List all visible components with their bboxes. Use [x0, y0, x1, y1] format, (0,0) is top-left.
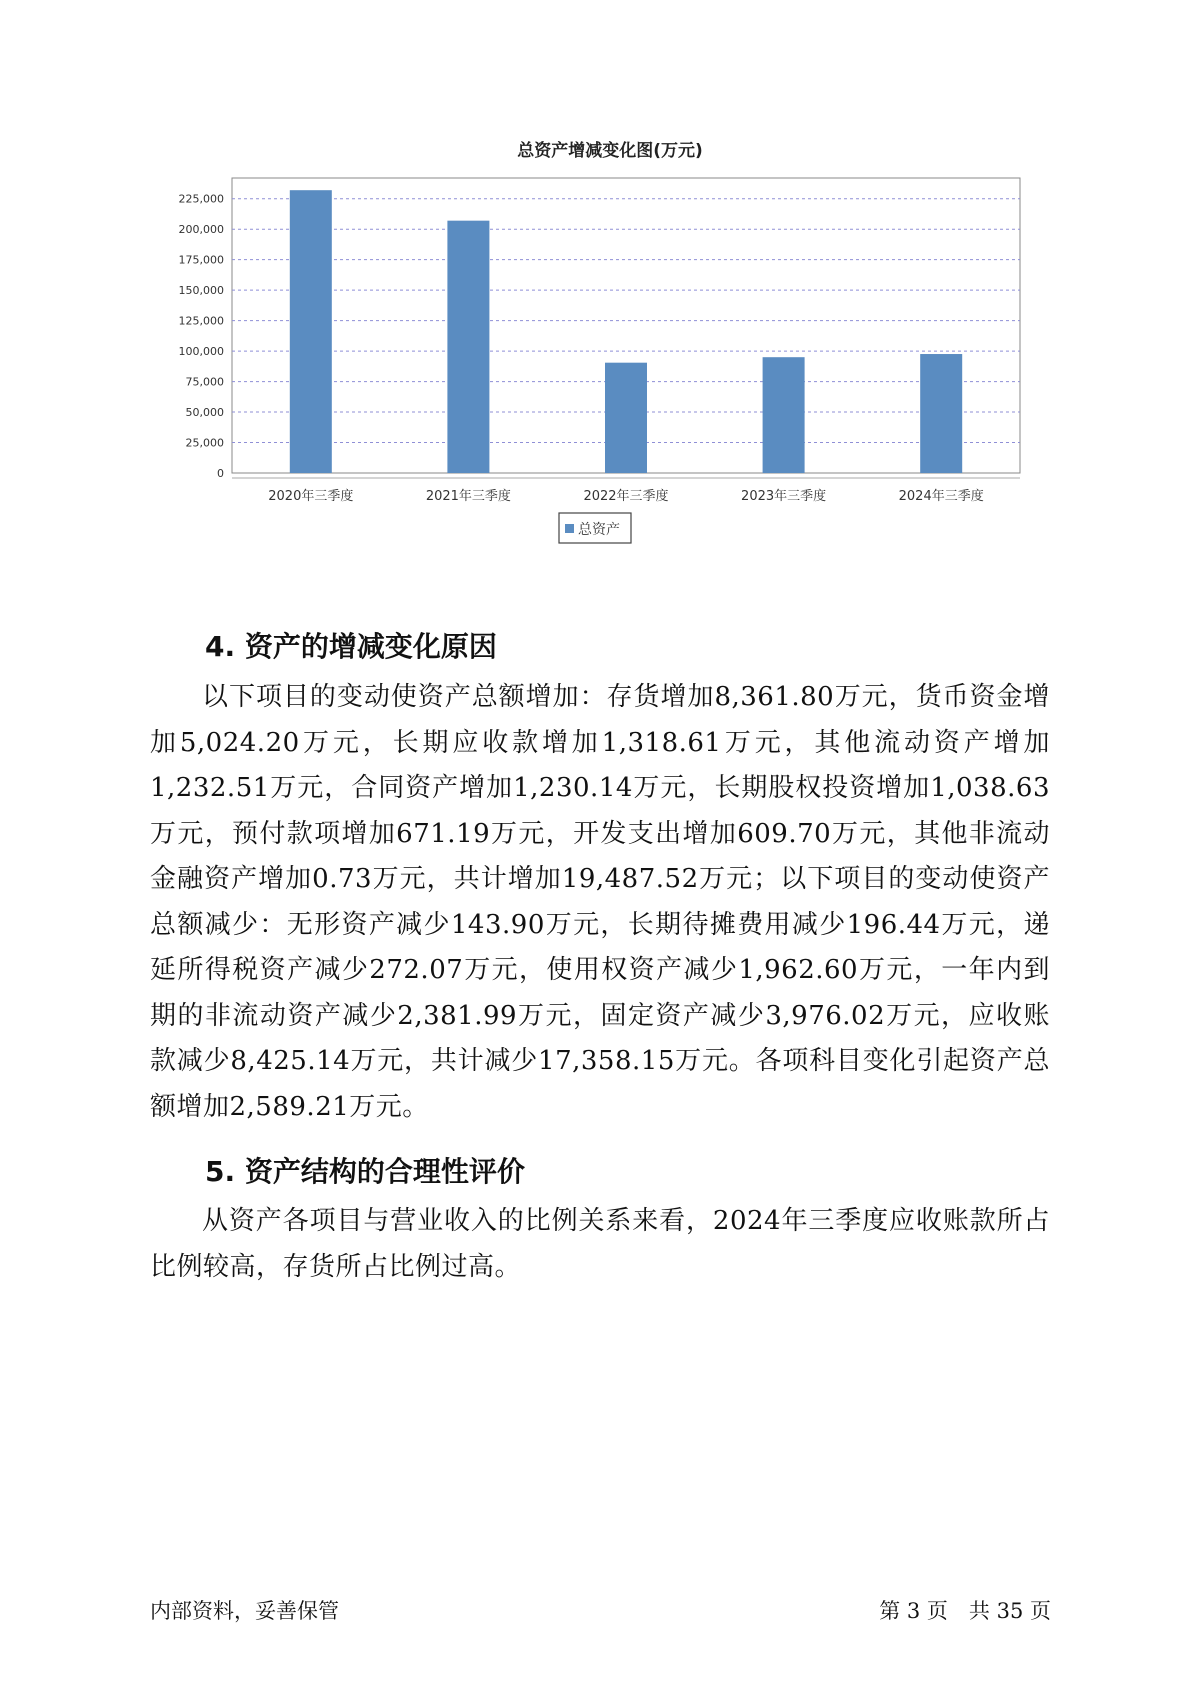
x-tick-label: 2021年三季度	[425, 489, 511, 504]
y-axis-ticks	[179, 193, 225, 480]
x-axis-ticks	[268, 488, 983, 504]
bar	[763, 357, 805, 473]
section-heading-5: 5. 资产结构的合理性评价	[205, 1155, 525, 1188]
bar	[290, 190, 332, 473]
y-tick-label: 100,000	[178, 345, 224, 359]
section-paragraph-4: 以下项目的变动使资产总额增加：存货增加8,361.80万元，货币资金增加5,024.20万元，长期应收款增加1,318.61万元，其他流动资产增加1,232.51万元，合同资产增加1,230.14万元，长期股权投资增加1,038.63万元，预付款项增加671.19万元，开发支出增加609.70万元，其他非流动金融资产增加0.73万元，共计增加19,487.52万元；以下项目的变动使资产总额减少：无形资产减少143.90万元，长期待摊费用减少196.44万元，递延所得税资产减少272.07万元，使用权资产减少1,962.60万元，一年内到期的非流动资产减少2,381.99万元，固定资产减少3,976.02万元，应收账款减少8,425.14万元，共计减少17,358.15万元。各项科目变化引起资产总额增加2,589.21万元。	[150, 682, 1050, 1122]
footer-confidential-note: 内部资料，妥善保管	[150, 1599, 339, 1623]
section-paragraph-5: 从资产各项目与营业收入的比例关系来看，2024年三季度应收账款所占比例较高，存货所占比例过高。	[150, 1206, 1050, 1282]
section-heading-4: 4. 资产的增减变化原因	[205, 630, 497, 663]
bar	[605, 363, 647, 473]
footer-page-number: 第 3 页 共 35 页	[879, 1599, 1051, 1623]
x-tick-label: 2023年三季度	[741, 489, 827, 504]
chart-title: 总资产增减变化图(万元)	[517, 141, 703, 161]
y-tick-label: 150,000	[178, 284, 224, 298]
legend-label: 总资产	[578, 522, 620, 538]
x-tick-label: 2024年三季度	[898, 489, 984, 504]
y-tick-label: 125,000	[178, 314, 224, 328]
y-tick-label: 200,000	[178, 223, 224, 237]
bars	[290, 190, 962, 473]
legend-swatch	[565, 524, 574, 533]
x-tick-label: 2022年三季度	[583, 489, 669, 504]
total-assets-bar-chart	[150, 140, 1050, 600]
bar	[920, 354, 962, 473]
chart-legend	[559, 513, 631, 543]
y-tick-label: 50,000	[185, 406, 224, 420]
y-tick-label: 75,000	[185, 375, 224, 389]
bar	[447, 221, 489, 473]
y-tick-label: 225,000	[178, 192, 224, 206]
y-tick-label: 0	[217, 467, 224, 480]
y-tick-label: 25,000	[185, 436, 224, 450]
x-tick-label: 2020年三季度	[268, 489, 354, 504]
y-tick-label: 175,000	[178, 253, 224, 267]
